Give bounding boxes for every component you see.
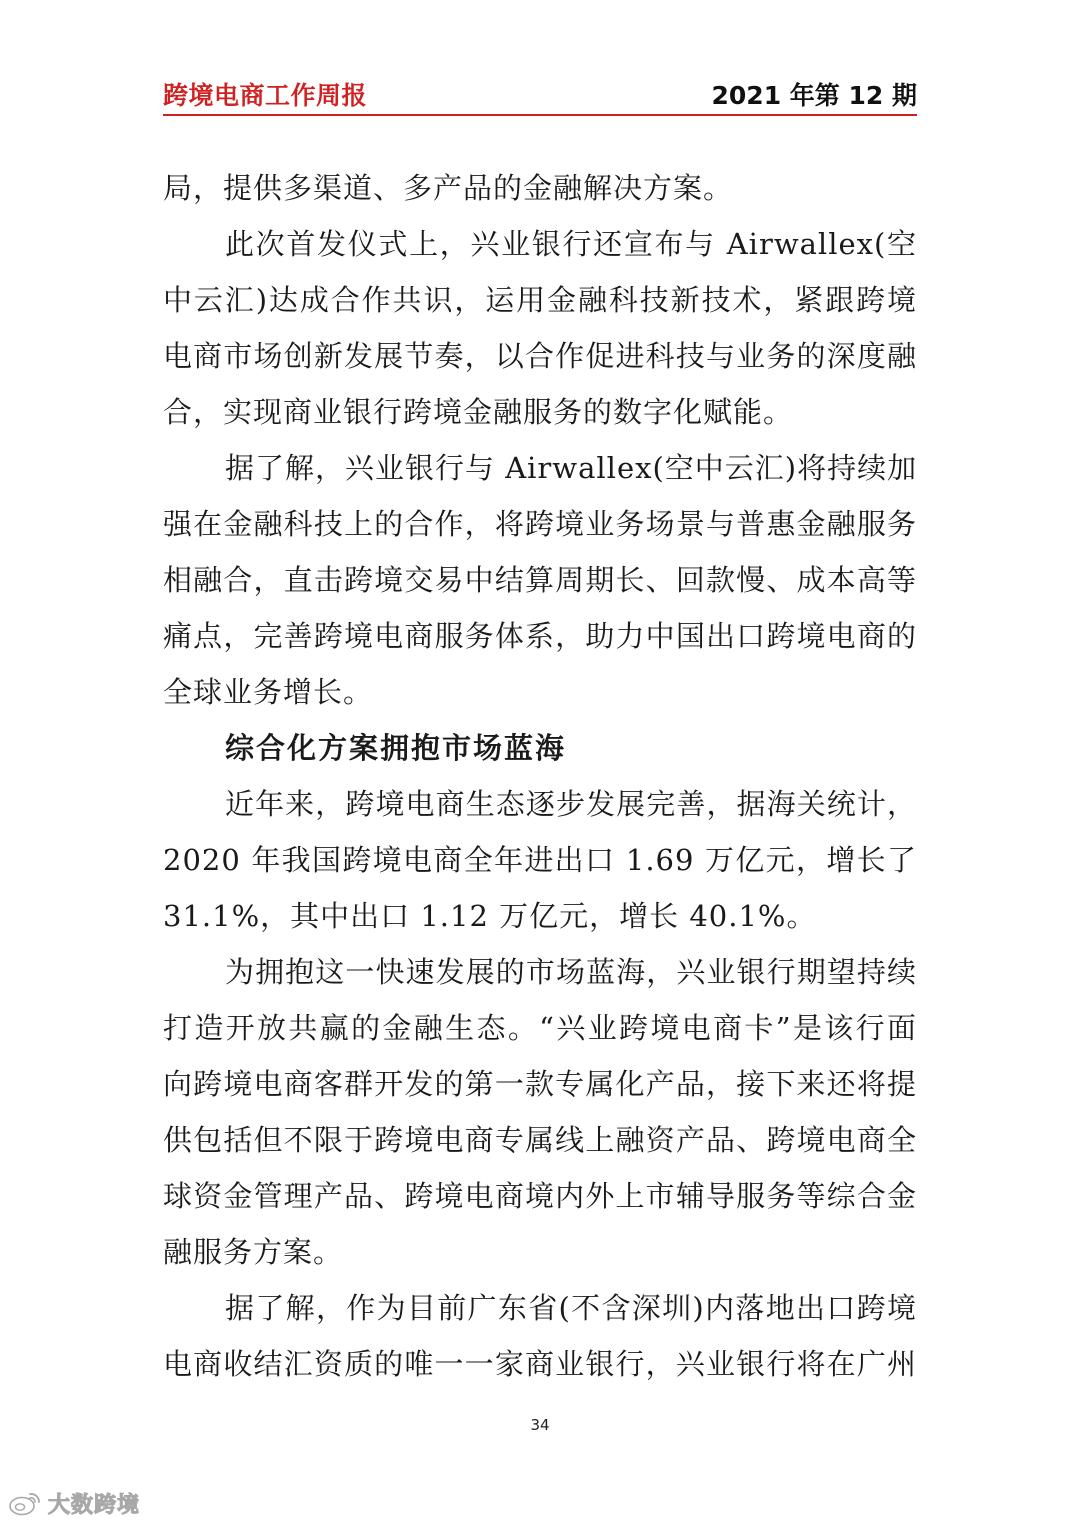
text-line: 据了解，作为目前广东省(不含深圳)内落地出口跨境 xyxy=(225,1291,917,1325)
text-line: 全球业务增长。 xyxy=(163,675,374,709)
text-line: 打造开放共赢的金融生态。“兴业跨境电商卡”是该行面 xyxy=(163,1011,917,1045)
paragraph-5 xyxy=(163,944,917,1280)
page-header xyxy=(163,72,917,112)
weibo-logo-icon xyxy=(8,1490,42,1516)
paragraph-1 xyxy=(163,160,917,216)
paragraph-3 xyxy=(163,440,917,720)
text-line: 为拥抱这一快速发展的市场蓝海，兴业银行期望持续 xyxy=(225,955,917,989)
paragraph-2 xyxy=(163,216,917,440)
text-line: 电商收结汇资质的唯一一家商业银行，兴业银行将在广州 xyxy=(163,1347,917,1381)
text-line: 供包括但不限于跨境电商专属线上融资产品、跨境电商全 xyxy=(163,1123,917,1157)
text-line: 31.1%，其中出口 1.12 万亿元，增长 40.1%。 xyxy=(163,899,817,933)
text-line: 合，实现商业银行跨境金融服务的数字化赋能。 xyxy=(163,395,794,429)
text-line: 局，提供多渠道、多产品的金融解决方案。 xyxy=(163,171,734,205)
header-divider xyxy=(163,114,917,116)
text-line: 电商市场创新发展节奏，以合作促进科技与业务的深度融 xyxy=(163,339,917,373)
text-line: 近年来，跨境电商生态逐步发展完善，据海关统计， xyxy=(225,787,917,821)
text-line: 2020 年我国跨境电商全年进出口 1.69 万亿元，增长了 xyxy=(163,843,917,877)
paragraph-4 xyxy=(163,776,917,944)
watermark xyxy=(8,1488,140,1518)
report-title: 跨境电商工作周报 xyxy=(163,81,368,110)
article-body xyxy=(163,160,917,1392)
text-line: 痛点，完善跨境电商服务体系，助力中国出口跨境电商的 xyxy=(163,619,917,653)
issue-number: 2021 年第 12 期 xyxy=(711,81,917,110)
paragraph-6 xyxy=(163,1280,917,1392)
text-line: 融服务方案。 xyxy=(163,1235,344,1269)
text-line: 强在金融科技上的合作，将跨境业务场景与普惠金融服务 xyxy=(163,507,917,541)
text-line: 据了解，兴业银行与 Airwallex(空中云汇)将持续加 xyxy=(225,451,918,485)
page-number: 34 xyxy=(530,1416,550,1434)
watermark-text: 大数跨境 xyxy=(48,1492,141,1518)
text-line: 中云汇)达成合作共识，运用金融科技新技术，紧跟跨境 xyxy=(163,283,917,317)
text-line: 球资金管理产品、跨境电商境内外上市辅导服务等综合金 xyxy=(163,1179,917,1213)
text-line: 此次首发仪式上，兴业银行还宣布与 Airwallex(空 xyxy=(225,227,917,261)
text-line: 向跨境电商客群开发的第一款专属化产品，接下来还将提 xyxy=(163,1067,917,1101)
section-heading: 综合化方案拥抱市场蓝海 xyxy=(225,731,567,765)
text-line: 相融合，直击跨境交易中结算周期长、回款慢、成本高等 xyxy=(163,563,917,597)
